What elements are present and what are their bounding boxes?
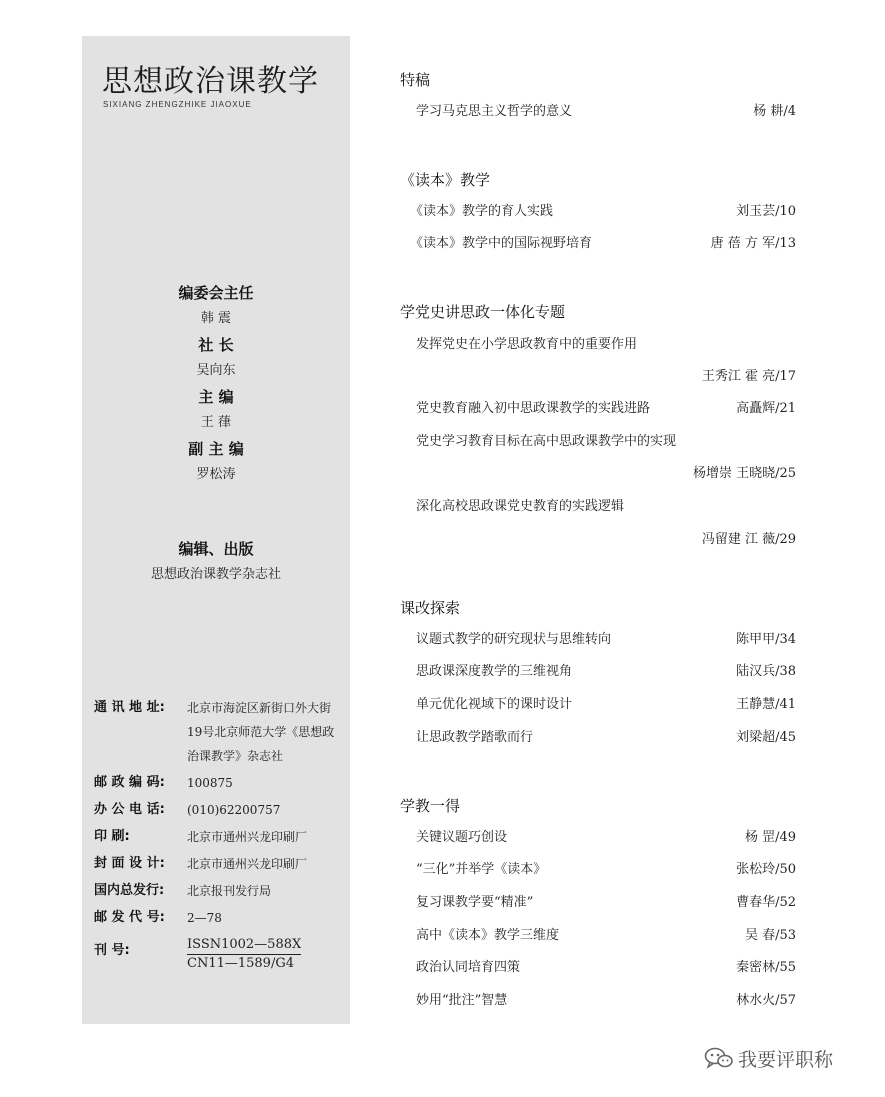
toc-entry[interactable] xyxy=(416,335,796,355)
toc-entry[interactable] xyxy=(410,234,796,254)
staff-name: 吴向东 xyxy=(196,363,236,378)
info-row-postcode xyxy=(94,771,346,795)
publisher-block xyxy=(82,536,350,588)
info-row-printer xyxy=(94,825,346,849)
editorial-staff xyxy=(82,280,350,488)
entry-title: 妙用“批注”智慧 xyxy=(416,993,508,1008)
toc-entry[interactable] xyxy=(416,828,796,848)
entry-title: 《读本》教学中的国际视野培育 xyxy=(410,236,593,251)
toc-entry[interactable] xyxy=(416,432,796,452)
publisher-label: 编辑、出版 xyxy=(178,540,254,558)
info-value: 北京市通州兴龙印刷厂 xyxy=(187,857,308,871)
entry-title: 《读本》教学的育人实践 xyxy=(410,204,554,219)
toc-entry[interactable] xyxy=(416,860,796,880)
entry-author-page: 刘梁超/45 xyxy=(736,730,796,745)
info-value: 北京报刊发行局 xyxy=(187,884,272,898)
info-label: 邮 发 代 号: xyxy=(94,910,165,925)
staff-role: 社 长 xyxy=(198,336,234,354)
entry-author-page: 高矗辉/21 xyxy=(736,401,796,416)
entry-title: 政治认同培育四策 xyxy=(416,960,521,975)
staff-role: 编委会主任 xyxy=(178,284,254,302)
info-label: 国内总发行: xyxy=(94,883,165,898)
staff-name: 王 葎 xyxy=(200,415,232,430)
info-value: 100875 xyxy=(187,776,233,790)
info-row-address xyxy=(94,696,346,768)
section-title: 学党史讲思政一体化专题 xyxy=(400,303,566,321)
toc-entry[interactable] xyxy=(416,958,796,978)
staff-name: 罗松涛 xyxy=(196,467,236,482)
masthead-panel xyxy=(82,36,350,1024)
info-label: 邮 政 编 码: xyxy=(94,775,165,790)
info-label: 刊 号: xyxy=(94,943,130,958)
publisher-name: 思想政治课教学杂志社 xyxy=(150,567,281,582)
entry-title: “三化”并举学《读本》 xyxy=(416,862,547,877)
entry-title: 学习马克思主义哲学的意义 xyxy=(416,104,573,119)
publication-info xyxy=(94,696,346,975)
watermark-text: 我要评职称 xyxy=(738,1048,834,1071)
entry-title: 党史学习教育目标在高中思政课教学中的实现 xyxy=(416,434,677,449)
info-row-distributor xyxy=(94,879,346,903)
entry-title: 复习课教学要“精准” xyxy=(416,895,534,910)
info-row-postal-code xyxy=(94,906,346,930)
toc-entry[interactable] xyxy=(416,399,796,419)
entry-author-page: 刘玉芸/10 xyxy=(736,204,796,219)
info-value: (010)62200757 xyxy=(187,803,281,817)
entry-author-page: 曹春华/52 xyxy=(736,895,796,910)
staff-name: 韩 震 xyxy=(200,311,232,326)
entry-author-page: 吴 春/53 xyxy=(744,928,796,943)
toc-entry[interactable] xyxy=(416,367,796,387)
entry-author-page: 冯留建 江 薇/29 xyxy=(701,532,796,547)
toc-entry[interactable] xyxy=(416,991,796,1011)
info-row-cover-design xyxy=(94,852,346,876)
info-label: 通 讯 地 址: xyxy=(94,700,165,715)
info-row-phone xyxy=(94,798,346,822)
entry-author-page: 杨增崇 王晓晓/25 xyxy=(692,466,796,481)
entry-title: 党史教育融入初中思政课教学的实践进路 xyxy=(416,401,651,416)
toc-entry[interactable] xyxy=(416,630,796,650)
toc-entry[interactable] xyxy=(416,662,796,682)
staff-role: 主 编 xyxy=(198,388,234,406)
section-title: 学教一得 xyxy=(400,797,461,815)
entry-author-page: 张松玲/50 xyxy=(736,862,796,877)
entry-title: 单元优化视域下的课时设计 xyxy=(416,697,573,712)
staff-role: 副 主 编 xyxy=(188,440,244,458)
entry-author-page: 陆汉兵/38 xyxy=(736,664,796,679)
info-value: 北京市海淀区新街口外大街19号北京师范大学《思想政治课教学》杂志社 xyxy=(187,701,335,763)
section-title: 《读本》教学 xyxy=(400,171,491,189)
section-title: 课改探索 xyxy=(400,599,461,617)
issn-block xyxy=(187,933,301,972)
toc-entry[interactable] xyxy=(416,102,796,122)
info-label: 办 公 电 话: xyxy=(94,802,165,817)
entry-author-page: 杨 耕/4 xyxy=(753,104,796,119)
entry-author-page: 唐 蓓 方 军/13 xyxy=(710,236,796,251)
entry-title: 发挥党史在小学思政教育中的重要作用 xyxy=(416,337,638,352)
toc-entry[interactable] xyxy=(410,202,796,222)
entry-author-page: 杨 罡/49 xyxy=(744,830,796,845)
toc-entry[interactable] xyxy=(416,926,796,946)
entry-author-page: 林水火/57 xyxy=(736,993,796,1008)
entry-title: 思政课深度教学的三维视角 xyxy=(416,664,573,679)
entry-author-page: 王静慧/41 xyxy=(736,697,796,712)
entry-author-page: 陈甲甲/34 xyxy=(736,632,796,647)
magazine-title: 思想政治课教学 xyxy=(102,64,319,99)
toc-entry[interactable] xyxy=(416,695,796,715)
toc-entry[interactable] xyxy=(416,497,796,517)
section-title: 特稿 xyxy=(400,71,431,89)
entry-title: 让思政教学踏歌而行 xyxy=(416,730,534,745)
issn-number: ISSN1002—588X xyxy=(187,936,301,955)
wechat-icon xyxy=(704,1046,734,1070)
info-value: 2—78 xyxy=(187,911,222,925)
info-row-issn xyxy=(94,933,346,972)
info-value: 北京市通州兴龙印刷厂 xyxy=(187,830,308,844)
entry-title: 深化高校思政课党史教育的实践逻辑 xyxy=(416,499,625,514)
entry-title: 高中《读本》教学三维度 xyxy=(416,928,560,943)
toc-entry[interactable] xyxy=(416,530,796,550)
entry-author-page: 王秀江 霍 亮/17 xyxy=(701,369,796,384)
entry-title: 关键议题巧创设 xyxy=(416,830,508,845)
entry-title: 议题式教学的研究现状与思维转向 xyxy=(416,632,612,647)
info-label: 印 刷: xyxy=(94,829,130,844)
entry-author-page: 秦密林/55 xyxy=(736,960,796,975)
magazine-pinyin: SIXIANG ZHENGZHIKE JIAOXUE xyxy=(103,100,252,109)
toc-entry[interactable] xyxy=(416,464,796,484)
watermark xyxy=(704,1044,833,1072)
toc-entry[interactable] xyxy=(416,893,796,913)
toc-entry[interactable] xyxy=(416,728,796,748)
cn-number: CN11—1589/G4 xyxy=(187,956,294,971)
info-label: 封 面 设 计: xyxy=(94,856,165,871)
